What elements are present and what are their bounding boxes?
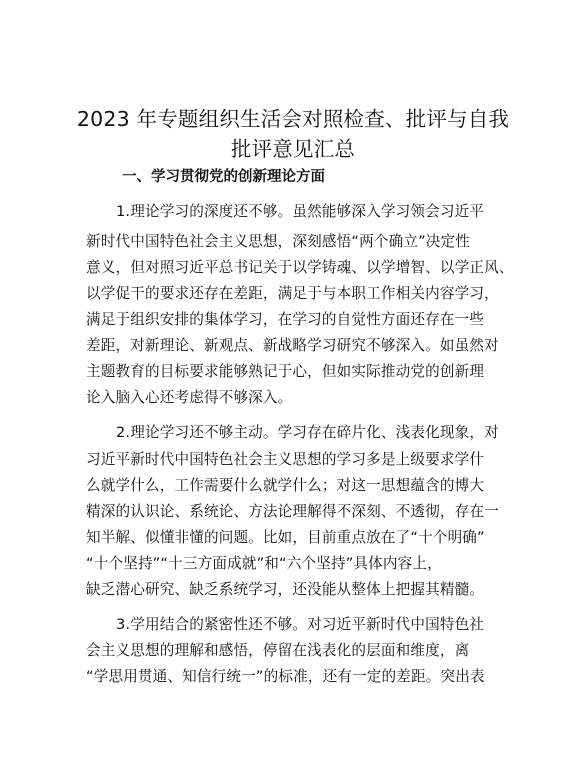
paragraph-2-line-5: 知半解、似懂非懂的问题。比如，目前重点放在了“十个明确” [86, 529, 485, 546]
paragraph-2-line-2: 习近平新时代中国特色社会主义思想的学习多是上级要求学什 [86, 451, 485, 468]
paragraph-1-line-4: 以学促干的要求还存在差距，满足于与本职工作相关内容学习， [86, 285, 499, 302]
paragraph-3-line-2: 会主义思想的理解和感悟，停留在浅表化的层面和维度，离 [86, 642, 470, 659]
paragraph-1-line-3: 意义，但对照习近平总书记关于以学铸魂、以学增智、以学正风、 [86, 259, 514, 276]
document-title-line-2: 批评意见汇总 [230, 137, 356, 161]
paragraph-2-line-7: 缺乏潜心研究、缺乏系统学习，还没能从整体上把握其精髓。 [86, 581, 485, 598]
paragraph-2-line-6: “十个坚持”“十三方面成就”和“六个坚持”具体内容上， [86, 555, 442, 572]
paragraph-1-line-5: 满足于组织安排的集体学习，在学习的自觉性方面还存在一些 [86, 311, 485, 328]
paragraph-3-line-3: “学思用贯通、知信行统一”的标准，还有一定的差距。突出表 [86, 668, 485, 685]
document-title-line-1: 2023 年专题组织生活会对照检查、批评与自我 [76, 107, 510, 131]
paragraph-3-line-1: 3.学用结合的紧密性还不够。对习近平新时代中国特色社 [116, 616, 485, 633]
paragraph-2-line-1: 2.理论学习还不够主动。学习存在碎片化、浅表化现象，对 [116, 424, 499, 441]
section-heading: 一、学习贯彻党的创新理论方面 [122, 169, 325, 185]
paragraph-1-line-7: 主题教育的目标要求能够熟记于心，但如实际推动党的创新理 [86, 363, 485, 380]
paragraph-1-line-2: 新时代中国特色社会主义思想，深刻感悟“两个确立”决定性 [86, 233, 471, 250]
paragraph-2-line-3: 么就学什么，工作需要什么就学什么；对这一思想蕴含的博大 [86, 477, 485, 494]
paragraph-1-line-8: 论入脑入心还考虑得不够深入。 [86, 389, 293, 406]
paragraph-1-line-1: 1.理论学习的深度还不够。虽然能够深入学习领会习近平 [116, 203, 485, 220]
paragraph-1-line-6: 差距，对新理论、新观点、新战略学习研究不够深入。如虽然对 [86, 337, 499, 354]
paragraph-2-line-4: 精深的认识论、系统论、方法论理解得不深刻、不透彻，存在一 [86, 503, 499, 520]
